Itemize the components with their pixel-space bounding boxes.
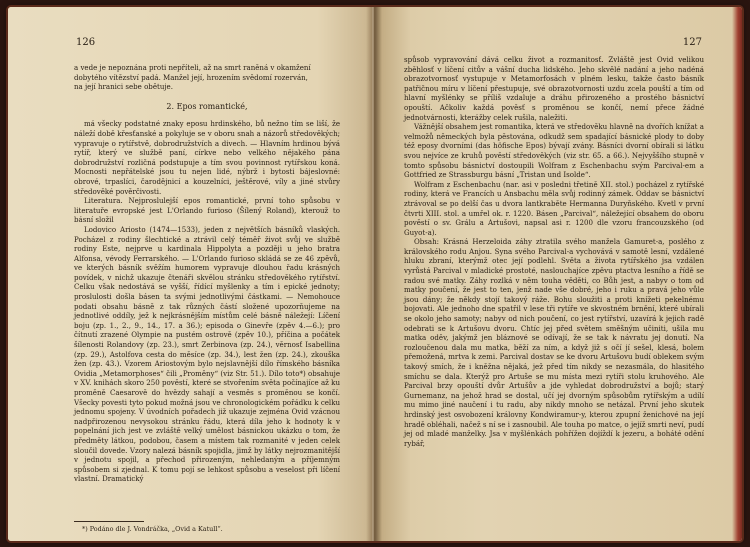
left-page <box>8 7 372 541</box>
right-text-column <box>404 55 704 448</box>
paragraph-wolfram: Wolfram z Eschenbachu (nar. asi v posledni třetině XII. stol.) pocházel z rytířské rodiny, která ve Francích u Ansbachu měla svůj rodinný zámek. Oddav se básnictví ztrávoval se po delší čas u dvora lantkraběte Hermanna Duryňského. Kvetl v první čtvrti XIII. stol. a umřel ok. r. 1220. Básen „Parcival“, náležející obsahem do oboru pověstí o sv. Grálu a Artušovi, napsal asi r. 1200 dle vzoru francouzského (od Guyot-a). <box>404 179 704 237</box>
paragraph-ariosto: Lodovico Ariosto (1474—1533), jeden z největších básníků vlaských. Pocházel z rodiny šlechtické a ztrávil celý téměř život svůj ve službě rodiny Este, nejprve u kardinala Hippolyta a později u jeho bratra Alfonsa, vévody Ferrarského. — L'Orlando furioso skládá se ze 46 zpěvů, ve kterých básník svěžím humorem vypravuje dlouhou řadu krásných povídek, v nichž ukazuje čtenáři skvělou stránku středověkého rytířství. Celku však nedostává se vyšší, řídící myšlenky a tím i epické jednoty; proslulosti došla básen ta svými jednotlivými částkami. — Nemohouce podati obsahu básně z tak různých částí složené upozorňujeme na jednotlivé oddíly, jež k nejkrásnějším místům celé básně náležejí: Líčení boju (zp. 1., 2., 9., 14., 17. a 36.); episoda o Ginevře (zpěv 4.—6.); pro čítnutí zrazené Olympie na pustém ostrově (zpěv 10.), příčina a počátek šílenosti Rolandovy (zp. 23.), smrt Zerbinova (zp. 24.), věrnosť Isabellina (zp. 29.), Astolfova cesta do měsíce (zp. 34.), lest žen (zp. 24.), zkouška žen (zp. 43.). Vzorem Ariostovým bylo nejslavnější dílo římského básníka Ovidia „Metamorphoses“ čili „Proměny“ (viz Str. 51.). Dílo toto*) obsahuje v XV. knihách skoro 250 pověstí, které se stvořením světa počínajíce až ku proměně Caesarově do hvězdy sahají a vesměs s proměnou se končí. Všecky povesti tyto pokud možná jsou ve chronologickém pořádku k celku jednomu spojeny. V úvodních pořadech již ukazuje zejména Ovid vzácnou nadpřirozenou nevysokou stránku řádu, která díla jeho k hodnoty k v popelnání jich jest ve zvláště velký umělost básnickou ukázku o tom, že předměty látkou, podobou, časem a místem tak rozmanité v jeden celek sloučil dovede. Vzory nalezá básník spojidla, jimž by látky nejrozmanitější v jednotu spojil, a přechod přirozeným, nehledaným a příjemným spůsobem si zjednal. K tomu pojí se lehkost spůsobu a veselost při líčení vlastní. Dramatický <box>74 224 340 484</box>
book-spread <box>8 7 742 541</box>
page-edge-red <box>732 7 742 541</box>
intro-line-1: a vede je nepoznána proti nepříteli, až na smrt raněná v okamžení <box>74 63 311 72</box>
footnote: *) Podáno dle J. Vondráčka, „Ovid a Katull“. <box>82 525 223 533</box>
paragraph-literature: Literatura. Nejproslulejší epos romantické, první toho spůsobu v literatuře evropské jest L'Orlando furioso (Šílený Roland), kterouž to básní složil <box>74 196 340 225</box>
intro-line-2: dobytého vítězství padá. Manžel její, hrozením svědomí rozerván, <box>74 72 308 82</box>
intro-line-3: na její hranici sebe obětuje. <box>74 82 173 92</box>
left-text-column <box>74 63 340 484</box>
paragraph-parcival-summary: Obsah: Krásná Herzeloida záhy ztratila svého manžela Gamuret-a, poslého z královského rodu Anjou. Syna svého Parcival-a vychovává v samotě lesní, vzdálené hluku zbraní, kterýmž otec její podlehl. Světa a života rytířského jsa vzdálen vyrůstá Parcival v mladické prostoté, naslouchajíce zpěvu ptactva lesního a řídě se radou své matky. Záhy rozlká v něm touha věděti, co Bůh jest, a nabyv o tom od matky poučení, že jest to ten, jenž nade vše dobré, jeho i ruku a pravá jeho vůle jsou dány; že někdy stojí takový ráže. Bohu sloužiti a proti knížeti pekelnému bojovati. Ale jednoho dne spatřil v lese tři rytíře ve skvostném brnění, které ubírali se okolo jeho samoty; nabyv od nich poučení, co jest rytířství, uzavírá k jejich radě odebrati se k Artušovu dvoru. Chtíc jej před světem směšným učiniti, ušila mu matka oděv, jakýmž jen bláznové se odívají, že se tak k návratu jej donutí. Na rozloučenou dala mu matka, běží za ním, a když již s očí jí sešel, klesá, bolem přemožená, mrtva k zemi. Parcival dostav se ke dvoru Artušovu budí oblekem svým takový smích, že i kněžna nějaká, jež před tím nikdy se nezasmála, do hlasitého smíchu se dala. Kterýž pro Artuše se mu místa mezi rytíři stolu kruhového. Ale Parcival brzy opouští dvůr Artušův a jde vyhledat dobrodružství a bojů; starý Gurnemanz, na jehož hrad se dostal, učí jej dvorným spůsobům rytířským a udílí mu mimo jiné naučení i tu radu, aby nikdy mnoho se netázal. První jeho skutek hrdinský jest osvobození královny Kondwiramur-y, kterou zpupní ženichové na její hradě obléhali, načež s ní se i zasnoubil. Ale touha po matce, o jejíž smrti neví, pudí jej od mladé manželky. Jsa v myšlénkách pohřížen dojíždí k jezeru, a boháté odění rybář, <box>404 237 704 448</box>
book-gutter <box>366 7 382 541</box>
paragraph-court-epic: Vážnější obsahem jest romantika, která ve středověku hlavně na dvořích knížat a velmožů německých byla pěstována, odkudž sem spadající básnické plody to doby též eposy dvorními (das höfische Epos) bývají zvány. Básníci dvorní obírali si látku svou nejvíce ze kruhů pověstí středověkých (viz str. 65. a 66.). Nejvyššího stupně v tomto spůsobu básnictví dostoupili Wolfram z Eschenbachu svým Parcival-em a Gottfried ze Strassburgu básní „Tristan und Isolde“. <box>404 122 704 180</box>
footnote-rule <box>74 521 144 522</box>
paragraph-ovid-style: spůsob vypravování dává celku život a rozmanitosť. Zvláště jest Ovid velikou zběhlosť v líčení citův a vášní ducha lidského. Jeho skvělé nadání a jeho nadéná obrazotvornosť vystupuje v Metamorfosách v plném lesku, takže často básník patřičnou míru v líčení přestupuje, své obrazotvornosti uzdu zcela pouští a tím od hlavní myšlénky se příliš vzdaluje a dráhu přirozeného a prostého básnictví opouští. Ačkoliv každá pověsť s proměnou se končí, nemí přece žádné jednotvárnosti, kterážby celek rušila, naležiti. <box>404 55 704 122</box>
right-page <box>374 7 742 541</box>
page-number-right: 127 <box>682 37 702 48</box>
section-heading: 2. Epos romantické, <box>166 101 248 111</box>
paragraph-definition: má všecky podstatné znaky eposu hrdinského, bů nežno tím se liší, že náleží době křesťanské a pokyluje se v oboru snah a názorů středověkých; vypravuje o rytířstvě, dobrodružstvích a divech. — Hlavním hrdinou bývá rytíř, který ve službě paní, církve nebo velkého nějakého pána dobrodružství rozličná podstupuje a tím svou povinnost rytířskou koná. Mocnosti nepřátelské jsou tu nejen lidé, nýbrž i bytosti bájeslovné: obrové, trpaslíci, čarodějnicí a kouzelníci, ještěrové, víly a jiné stvůry středověké pověrčivosti. <box>74 119 340 196</box>
page-number-left: 126 <box>76 37 96 48</box>
